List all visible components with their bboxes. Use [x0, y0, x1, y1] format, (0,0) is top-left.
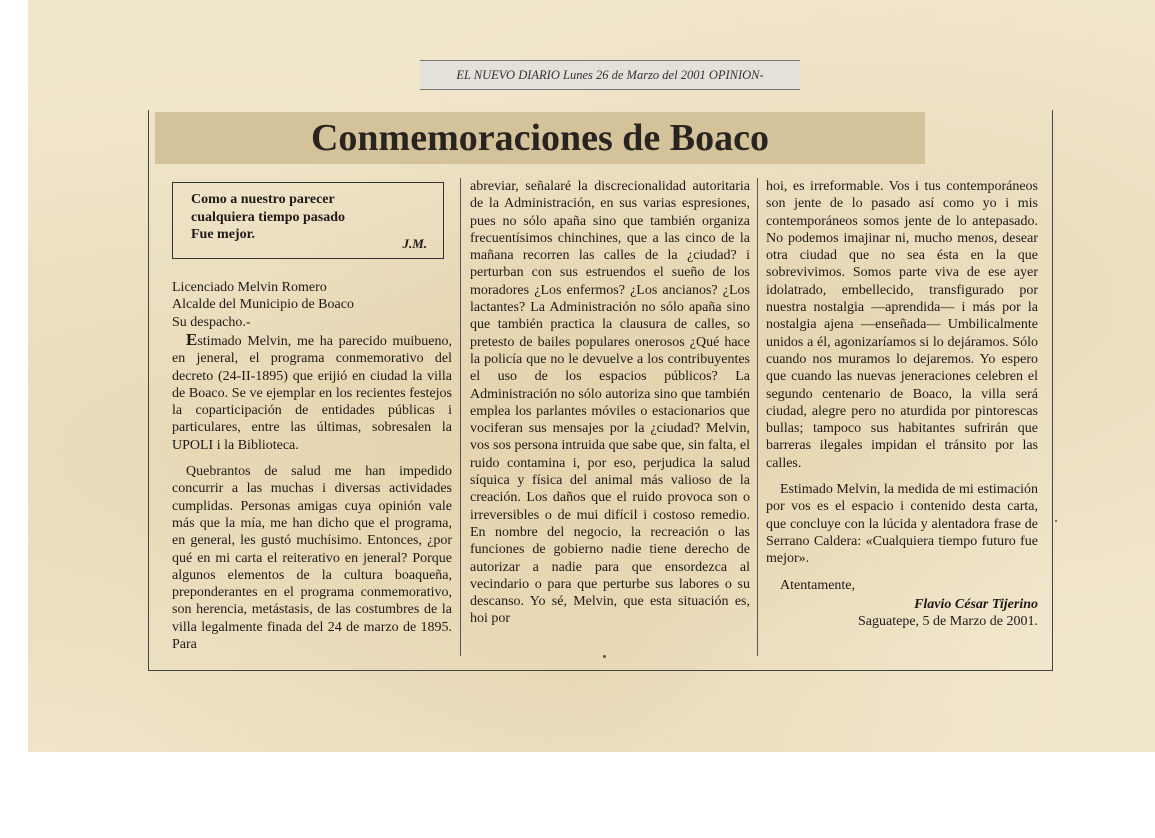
- epigraph-line: Fue mejor.: [191, 227, 256, 242]
- epigraph-line: cualquiera tiempo pasado: [191, 209, 346, 225]
- ink-speck: [1055, 520, 1057, 522]
- column-divider-2: [757, 178, 758, 656]
- article-headline: Conmemoraciones de Boaco: [310, 117, 770, 159]
- column-3: [766, 178, 1038, 630]
- drop-cap: E: [186, 330, 198, 349]
- epigraph-box: [172, 182, 444, 259]
- signature: Flavio César Tijerino: [914, 596, 1038, 612]
- body-paragraph: Estimado Melvin, la medida de mi estimación por vos es el espacio i contenido desta carta, que concluye con la lúcida y alentadora frase de Serrano Caldera: «Cualquiera tiempo futuro fue mejor».: [766, 482, 1038, 567]
- letter-closing: Atentamente,: [780, 577, 856, 593]
- masthead: EL NUEVO DIARIO Lunes 26 de Marzo del 2001 OPINION-: [420, 60, 800, 90]
- column-divider-1: [460, 178, 461, 656]
- letter-address: [172, 279, 452, 331]
- body-paragraph: hoi, es irreformable. Vos i tus contemporáneos son jente de lo pasado así como yo i mis contemporáneos somos jente de lo antepasado. No podemos imajinar ni, mucho menos, desear otra ciudad que no sea ésta en la que sobrevivimos. Somos parte viva de ese ayer idolatrado, embellecido, transfigurado por nuestra nostalgia —aprendida— i más por la nostalgia ajena —enseñada— Umbilicalmente unidos a él, agonizaríamos si lo dejáramos. Sólo cuando nos muramos lo dejaremos. Yo espero que cuando las nuevas jeneraciones celebren el segundo centenario de Boaco, la villa será ciudad, alegre pero no aturdida por pintorescas bullas; tampoco sus habitantes sufrirán que barreras ilegales impidan el tránsito por las calles.: [766, 179, 1038, 471]
- epigraph-text: [191, 191, 411, 244]
- column-2: [470, 178, 750, 637]
- address-title: Alcalde del Municipio de Boaco: [172, 297, 354, 313]
- ink-speck: [603, 655, 606, 658]
- column-1: [172, 331, 452, 662]
- body-paragraph: [172, 331, 452, 454]
- body-text: stimado Melvin, me ha parecido muibueno, en jeneral, el programa conmemorativo del decreto (24-II-1895) que erijió en ciudad la villa de Boaco. Se ve ejemplar en los recientes festejos la coparticipación de entidades públicas i particulares, entre las últimas, sobresalen la UPOLI i la Biblioteca.: [172, 334, 452, 453]
- place-date: Saguatepe, 5 de Marzo de 2001.: [858, 614, 1038, 630]
- body-paragraph: abreviar, señalaré la discrecionalidad autoritaria de la Administración, en sus varias espresiones, pues no sólo apaña sino que también organiza frecuentísimos chinchines, que a las cinco de la mañana recorren las calles de la ¿ciudad? i perturban con sus estruendos el sueño de los moradores ¿Los enfermos? ¿Los ancianos? ¿Los lactantes? La Administración no sólo apaña sino que también practica la clausura de calles, so pretesto de bailes populares onerosos ¿Qué hace la policía que no le devuelve a los contribuyentes el uso de los espacios públicos? La Administración no sólo autoriza sino que también emplea los parlantes móviles o estacionarios que vociferan sus mensajes por la ¿ciudad? Melvin, vos sos persona intruida que sabe que, sin falta, el ruido contamina i, por eso, perjudica la salud síquica y física del animal más valioso de la creación. Los daños que el ruido provoca son o irreversibles o de mui difícil i costoso remedio. En nombre del negocio, la recreación o las funciones de gobierno nadie tiene derecho de autorizar a nadie para que ensordezca al vecindario o para que perturbe sus labores o su descanso. Yo sé, Melvin, que esta situación es, hoi por: [470, 179, 750, 627]
- epigraph-line: Como a nuestro parecer: [191, 192, 335, 207]
- address-salutation: Su despacho.-: [172, 314, 251, 330]
- body-paragraph: Quebrantos de salud me han impedido concurrir a las muchas i diversas actividades cumplidas. Personas amigas cuya opinión vale más que la mía, me han dicho que el programa, en general, les gustó muchísimo. Entonces, ¿por qué en mi carta el reiterativo en jeneral? Porque algunos elementos de la cultura boaqueña, preponderantes en el programa conmemorativo, son herencia, metástasis, de las costumbres de la villa legalmente finada del 24 de marzo de 1895. Para: [172, 464, 452, 653]
- epigraph-author: J.M.: [402, 236, 427, 251]
- address-recipient: Licenciado Melvin Romero: [172, 280, 327, 295]
